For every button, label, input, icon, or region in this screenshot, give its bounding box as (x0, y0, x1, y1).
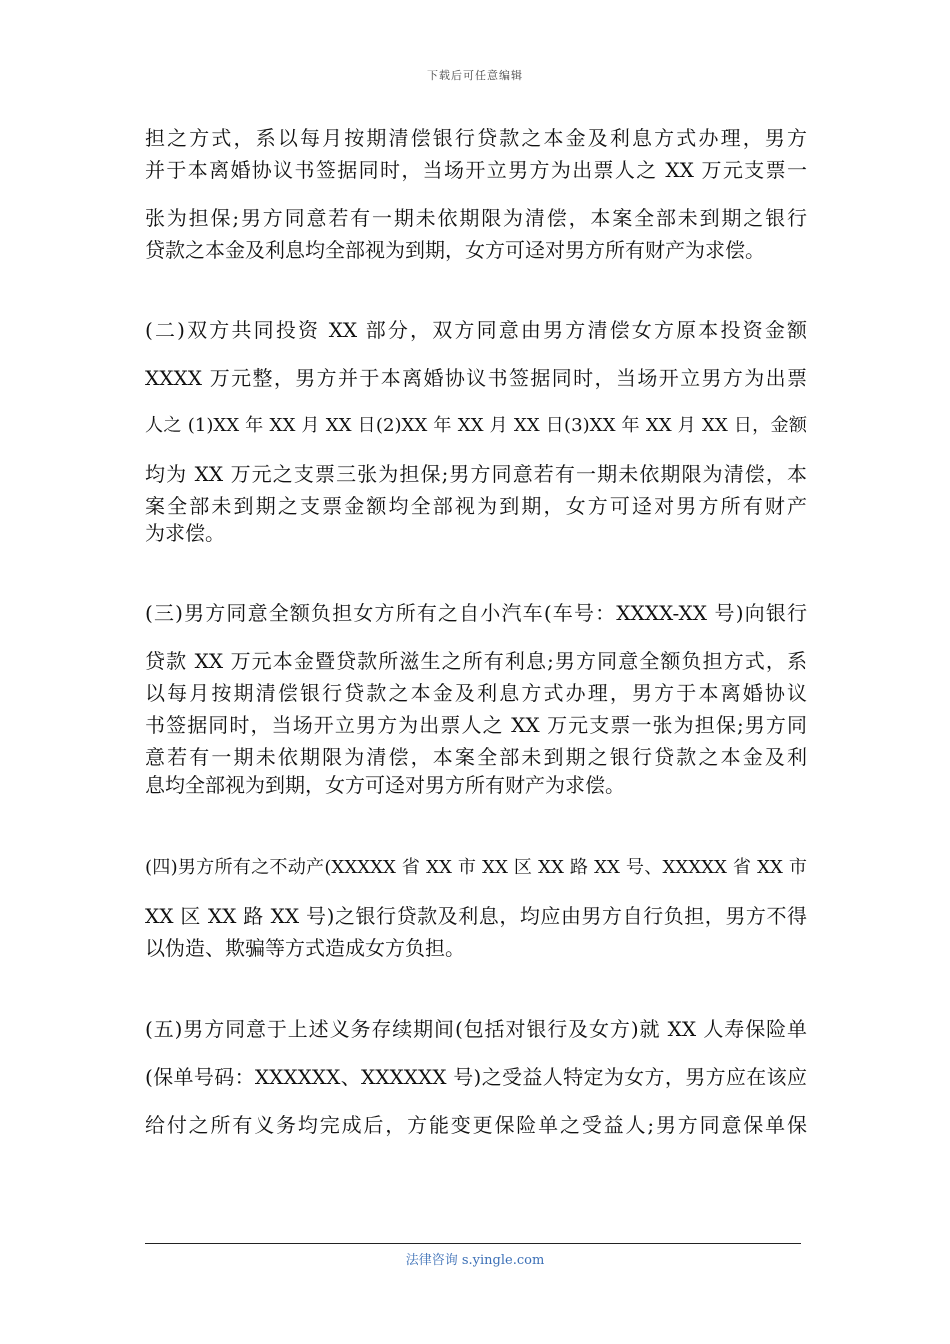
footer-divider (145, 1243, 801, 1244)
text-line: (保单号码：XXXXXX、XXXXXX 号)之受益人特定为女方，男方应在该应 (145, 1065, 807, 1089)
text-line: (四)男方所有之不动产(XXXXX 省 XX 市 XX 区 XX 路 XX 号、XXXXX 省 XX 市 (145, 857, 807, 878)
text-line: (二)双方共同投资 XX 部分，双方同意由男方清偿女方原本投资金额 (145, 318, 807, 342)
text-line: 为求偿。 (145, 521, 225, 545)
text-line: (三)男方同意全额负担女方所有之自小汽车(车号：XXXX-XX 号)向银行 (145, 601, 807, 625)
text-line: 张为担保;男方同意若有一期未依期限为清偿，本案全部未到期之银行 (145, 206, 807, 230)
text-line: 书签据同时，当场开立男方为出票人之 XX 万元支票一张为担保;男方同 (145, 713, 807, 737)
paragraph-4 (145, 852, 807, 964)
text-line: 给付之所有义务均完成后，方能变更保险单之受益人;男方同意保单保 (145, 1113, 807, 1137)
text-line: XXXX 万元整，男方并于本离婚协议书签据同时，当场开立男方为出票 (145, 366, 807, 390)
text-line: 案全部未到期之支票金额均全部视为到期，女方可迳对男方所有财产 (145, 494, 807, 518)
text-line: 并于本离婚协议书签据同时，当场开立男方为出票人之 XX 万元支票一 (145, 158, 807, 182)
paragraph-5 (145, 1013, 807, 1141)
text-line: 人之 (1)XX 年 XX 月 XX 日(2)XX 年 XX 月 XX 日(3)XX 年 XX 月 XX 日，金额 (145, 415, 807, 436)
text-line: (五)男方同意于上述义务存续期间(包括对银行及女方)就 XX 人寿保险单 (145, 1017, 807, 1041)
text-line: 息均全部视为到期，女方可迳对男方所有财产为求偿。 (145, 773, 625, 797)
page-header-note: 下载后可任意编辑 (427, 69, 523, 82)
text-line: 以伪造、欺骗等方式造成女方负担。 (145, 936, 465, 960)
paragraph-2 (145, 314, 807, 544)
text-line: 以每月按期清偿银行贷款之本金及利息方式办理，男方于本离婚协议 (145, 681, 807, 705)
text-line: 意若有一期未依期限为清偿，本案全部未到期之银行贷款之本金及利 (145, 745, 807, 769)
text-line: 均为 XX 万元之支票三张为担保;男方同意若有一期未依期限为清偿，本 (145, 462, 807, 486)
document-body (145, 122, 807, 1141)
paragraph-1 (145, 122, 807, 266)
paragraph-3 (145, 597, 807, 797)
text-line: 担之方式，系以每月按期清偿银行贷款之本金及利息方式办理，男方 (145, 126, 807, 150)
text-line: 贷款 XX 万元本金暨贷款所滋生之所有利息;男方同意全额负担方式，系 (145, 649, 807, 673)
text-line: 贷款之本金及利息均全部视为到期，女方可迳对男方所有财产为求偿。 (145, 238, 765, 262)
footer-link[interactable]: 法律咨询 s.yingle.com (405, 1253, 545, 1268)
text-line: XX 区 XX 路 XX 号)之银行贷款及利息，均应由男方自行负担，男方不得 (145, 904, 807, 928)
